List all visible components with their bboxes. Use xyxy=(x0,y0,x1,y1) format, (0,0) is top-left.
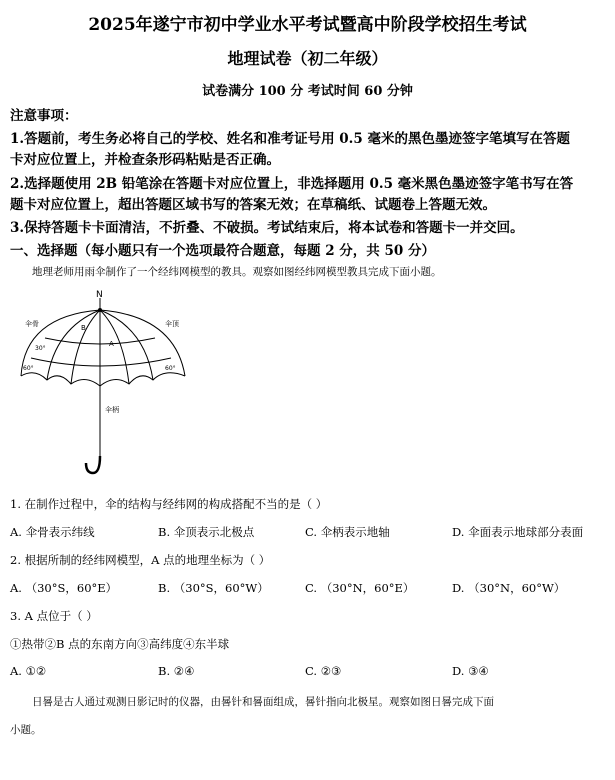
question-1-option-b[interactable]: B. 伞顶表示北极点 xyxy=(158,525,255,539)
notice-line: 2.选择题使用 2B 铅笔涂在答题卡对应位置上，非选择题用 0.5 毫米黑色墨迹签字笔书写在答 xyxy=(10,176,574,192)
intro-text-2-cont: 小题。 xyxy=(10,724,42,736)
notice-heading: 注意事项： xyxy=(10,108,78,124)
question-1-option-c[interactable]: C. 伞柄表示地轴 xyxy=(305,525,390,539)
umbrella-figure xyxy=(15,288,195,483)
notice-line: 卡对应位置上，并检查条形码粘贴是否正确。 xyxy=(10,152,280,168)
lat-label: 60° xyxy=(23,365,34,372)
handle-label: 伞柄 xyxy=(105,406,119,414)
question-3-option-c[interactable]: C. ②③ xyxy=(305,664,342,678)
north-label: N xyxy=(96,290,103,300)
intro-text: 地理老师用雨伞制作了一个经纬网模型的教具。观察如图经纬网模型教具完成下面小题。 xyxy=(32,266,442,278)
exam-info: 试卷满分 100 分 考试时间 60 分钟 xyxy=(202,84,413,99)
question-1-option-a[interactable]: A. 伞骨表示纬线 xyxy=(10,525,95,539)
lon-label: 60° xyxy=(165,365,176,372)
question-3-option-b[interactable]: B. ②④ xyxy=(158,664,195,678)
notice-line: 1.答题前，考生务必将自己的学校、姓名和准考证号用 0.5 毫米的黑色墨迹签字笔填写在答题 xyxy=(10,131,570,147)
lat-label: 30° xyxy=(35,345,46,352)
point-a-label: A xyxy=(109,340,114,348)
spoke-label: 伞骨 xyxy=(25,320,39,328)
section-heading: 一、选择题（每小题只有一个选项最符合题意，每题 2 分，共 50 分） xyxy=(10,243,435,259)
point-b-label: B xyxy=(81,324,86,332)
question-3-statement: ①热带②B 点的东南方向③高纬度④东半球 xyxy=(10,637,230,651)
question-1-option-d[interactable]: D. 伞面表示地球部分表面 xyxy=(452,525,584,539)
question-2-option-b[interactable]: B. （30°S，60°W） xyxy=(158,581,269,595)
question-3-option-d[interactable]: D. ③④ xyxy=(452,664,489,678)
question-2-option-c[interactable]: C. （30°N，60°E） xyxy=(305,581,415,595)
question-1-stem: 1. 在制作过程中，伞的结构与经纬网的构成搭配不当的是（ ） xyxy=(10,497,328,511)
notice-line: 题卡对应位置上，超出答题区域书写的答案无效；在草稿纸、试题卷上答题无效。 xyxy=(10,197,496,213)
question-3-stem: 3. A 点位于（ ） xyxy=(10,609,98,623)
question-2-option-d[interactable]: D. （30°N，60°W） xyxy=(452,581,566,595)
top-label: 伞顶 xyxy=(165,320,179,328)
question-3-option-a[interactable]: A. ①② xyxy=(10,664,47,678)
question-2-option-a[interactable]: A. （30°S，60°E） xyxy=(10,581,118,595)
intro-text-2: 日晷是古人通过观测日影记时的仪器，由晷针和晷面组成，晷针指向北极星。观察如图日晷完成下面 xyxy=(32,696,494,708)
notice-line: 3.保持答题卡卡面清洁，不折叠、不破损。考试结束后，将本试卷和答题卡一并交回。 xyxy=(10,220,524,236)
question-2-stem: 2. 根据所制的经纬网模型，A 点的地理坐标为（ ） xyxy=(10,553,271,567)
exam-subtitle: 地理试卷（初二年级） xyxy=(227,49,388,68)
exam-title: 2025年遂宁市初中学业水平考试暨高中阶段学校招生考试 xyxy=(88,15,527,35)
